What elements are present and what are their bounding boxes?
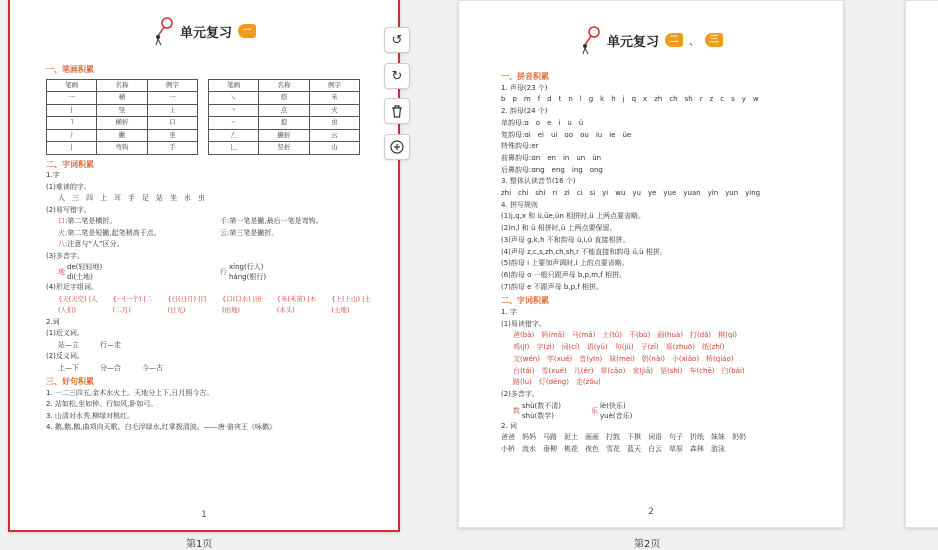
- text-line: (1)j,q,x 和 ü,üe,ün 相拼时,ü 上两点要省略。: [501, 212, 645, 221]
- table-row: [209, 129, 360, 142]
- text-line: (5)韵母 i 上要加声调时,i 上的点要省略。: [501, 259, 629, 268]
- unit-badge: 一: [238, 24, 256, 38]
- section-heading: 一、笔画积累: [46, 65, 94, 74]
- table-cell: 云: [309, 129, 359, 142]
- table-cell: 手: [147, 142, 197, 155]
- table-header-cell: 名称: [97, 79, 147, 92]
- pair: {天(天空) |人(人们): [58, 294, 98, 314]
- text-line: 1. 声母(23 个): [501, 83, 548, 92]
- table-cell: 丶: [209, 104, 259, 117]
- mascot-icon: [579, 25, 601, 55]
- similar-chars-row: [46, 294, 376, 317]
- pair: {口(口水) |田(田地): [222, 294, 262, 314]
- char: 火: [58, 228, 65, 237]
- table-row: [47, 92, 198, 105]
- table-header-cell: 例字: [309, 79, 359, 92]
- pair: {上(上山) |土(土地): [331, 294, 371, 314]
- section-heading: 一、拼音积累: [501, 72, 549, 81]
- table-cell: 一: [147, 92, 197, 105]
- table-cell: 撇: [97, 129, 147, 142]
- reading: shù(数不清): [522, 401, 561, 410]
- text-line: 1. 字: [501, 308, 517, 317]
- stroke-table-left: [46, 79, 198, 155]
- unit-badge: 三: [705, 33, 723, 47]
- table-cell: 𠃋: [209, 129, 259, 142]
- table-row: [47, 117, 198, 130]
- text-line: 4. 鹅,鹅,鹅,曲项向天歌。白毛浮绿水,红掌拨清波。——唐·骆宾王《咏鹅》: [46, 423, 277, 431]
- table-header-cell: 笔画: [47, 79, 97, 92]
- text-line: 1.字: [46, 171, 60, 179]
- document-page-1[interactable]: [8, 0, 400, 532]
- text-line: b p m f d t n l g k h j q x zh ch sh r z c s y w: [501, 95, 759, 104]
- text-line: 前鼻韵母:ɑn en in un ün: [501, 153, 602, 162]
- text-line: (3)声母 g,k,h 不和韵母 ü,i,ü 直接相拼。: [501, 235, 630, 244]
- text-line: 2. 词: [501, 421, 517, 430]
- text-line: 站—立 行—走: [58, 340, 121, 349]
- text-line: [46, 228, 376, 240]
- text-line: 爸(bà) 妈(mā) 马(mǎ) 土(tǔ) 不(bù) 画(huà) 打(dǎ) 棋(qí): [513, 331, 737, 340]
- text-line: (2)反义词。: [46, 352, 84, 360]
- table-row: [47, 104, 198, 117]
- text-line: 2.词: [46, 317, 60, 326]
- table-cell: ㇏: [209, 92, 259, 105]
- text-line: 2. 韵母(24 个): [501, 107, 548, 116]
- table-cell: 𠃊: [209, 142, 259, 155]
- reading: yuè(音乐): [599, 411, 633, 420]
- text-line: [46, 216, 376, 228]
- table-cell: 禾: [309, 92, 359, 105]
- text-line: (6)韵母 o 一般只跟声母 b,p,m,f 相拼。: [501, 270, 626, 279]
- text-line: (1)易读错字。: [501, 319, 546, 328]
- pair: {禾(禾苗) |木(木头): [276, 294, 317, 314]
- table-cell: 亅: [47, 142, 97, 155]
- page-caption: 第1页: [186, 539, 213, 550]
- section-heading: 三、好句积累: [46, 377, 94, 386]
- char: 行: [220, 268, 227, 276]
- text-line: 路(lù) 灯(dēng) 走(zǒu): [513, 378, 601, 387]
- rotate-ccw-button[interactable]: [384, 27, 410, 53]
- table-row: [209, 117, 360, 130]
- text-line: (2)易写错字。: [46, 205, 91, 214]
- table-header-row: [209, 79, 360, 92]
- note: :第二笔是短撇,起笔稍高于点。: [65, 228, 161, 237]
- text-line: (7)韵母 e 不跟声母 b,p,f 相拼。: [501, 282, 603, 291]
- char: 数: [513, 406, 520, 415]
- table-header-cell: 名称: [259, 79, 309, 92]
- polyphone-row: [501, 401, 821, 421]
- text-line: 复韵母:ɑi ei ui ɑo ou iu ie üe: [501, 130, 632, 139]
- table-header-row: [47, 79, 198, 92]
- reading: xíng(行人): [229, 263, 264, 271]
- reading: dì(土地): [67, 273, 93, 281]
- table-row: [209, 104, 360, 117]
- text-line: (1)难读的字。: [46, 182, 91, 191]
- char: 口: [58, 217, 65, 225]
- page-number: 2: [648, 507, 654, 517]
- text-line: 人 三 四 上 耳 手 足 站 坐 水 虫: [58, 194, 205, 202]
- text-line: 单韵母:ɑ o e i u ü: [501, 118, 584, 127]
- stroke-tables: [46, 79, 376, 155]
- table-cell: 丿: [47, 129, 97, 142]
- table-header-cell: 笔画: [209, 79, 259, 92]
- table-cell: 横折: [97, 117, 147, 130]
- table-cell: ㇀: [209, 117, 259, 130]
- reading: háng(银行): [229, 273, 267, 281]
- text-line: 1. 一二三四五,金木水火土。天地分上下,日月照今古。: [46, 388, 214, 397]
- pair: {一(一个) |二(二月): [112, 294, 153, 314]
- text-line: [46, 239, 376, 251]
- page-title: 单元复习: [606, 34, 659, 50]
- rotate-ccw-icon: ↺: [391, 32, 403, 48]
- table-cell: 竖: [97, 104, 147, 117]
- note: :第三笔是撇折。: [227, 228, 279, 237]
- char: 乐: [590, 406, 598, 415]
- text-line: 3. 整体认读音节(16 个): [501, 177, 576, 186]
- char: 手: [220, 217, 227, 225]
- text-line: 爸爸 妈妈 马路 泥土 画画 打鼓 下棋 词语 句子 折纸 妹妹 奶奶: [501, 433, 746, 442]
- text-line: (4)声母 z,c,s,zh,ch,sh,r 不能直接和韵母 ü,ü 相拼。: [501, 247, 667, 256]
- table-cell: 横: [97, 92, 147, 105]
- text-line: 后鼻韵母:ɑng eng ing ong: [501, 165, 603, 174]
- table-header-cell: 例字: [147, 79, 197, 92]
- table-cell: 一: [47, 92, 97, 105]
- stroke-table-right: [208, 79, 360, 155]
- document-page-3[interactable]: [905, 0, 938, 528]
- page-number: 1: [201, 510, 207, 520]
- table-cell: 捺: [259, 92, 309, 105]
- table-cell: 口: [147, 117, 197, 130]
- text-line: 2. 站如松,坐如钟。行如风,卧如弓。: [46, 400, 158, 408]
- reading: lè(快乐): [599, 401, 626, 410]
- unit-badge: 二: [665, 33, 683, 47]
- text-line: 4. 拼写规则: [501, 200, 538, 209]
- reading: de(轻轻地): [67, 263, 103, 271]
- note: :第二笔是横折。: [65, 217, 117, 225]
- rotate-cw-button[interactable]: [384, 63, 410, 89]
- table-row: [209, 92, 360, 105]
- text-line: (2)多音字。: [501, 389, 539, 398]
- table-cell: 撇折: [259, 129, 309, 142]
- char: 地: [58, 268, 65, 276]
- text-line: 上—下 分—合 今—古: [58, 363, 163, 372]
- text-line: zhi chi shi ri zi ci si yi wu yu ye yue yuan yin yun ying: [501, 189, 761, 198]
- text-line: (1)近义词。: [46, 329, 84, 337]
- text-line: 文(wén) 学(xué) 音(yīn) 妹(mèi) 奶(nǎi) 小(xiǎo) 桥(qiáo): [513, 354, 734, 363]
- table-cell: 上: [147, 104, 197, 117]
- note: :第一笔是撇,最后一笔是弯钩。: [227, 217, 323, 225]
- separator: 、: [689, 36, 699, 48]
- table-cell: 点: [259, 104, 309, 117]
- text-line: (3)多音字。: [46, 251, 84, 260]
- page-content: [46, 62, 376, 434]
- section-heading: 二、字词积累: [46, 159, 94, 169]
- page-title: 单元复习: [179, 25, 232, 41]
- table-cell: 坐: [147, 129, 197, 142]
- text-line: 台(tái) 雪(xuě) 儿(ér) 草(cǎo) 家(jiā) 是(shì) 车(chē) 白(bái): [513, 366, 745, 375]
- table-row: [47, 142, 198, 155]
- table-cell: 提: [259, 117, 309, 130]
- section-heading: 二、字词积累: [501, 296, 549, 306]
- table-cell: 弯钩: [97, 142, 147, 155]
- page-title-row: [10, 16, 398, 46]
- page-caption: 第2页: [634, 539, 661, 550]
- delete-page-button[interactable]: [384, 98, 410, 124]
- text-line: 3. 山清对水秀,柳绿对桃红。: [46, 411, 135, 420]
- text-line: (2)n,l 和 ü 相拼时,ü 上两点要保留。: [501, 224, 617, 233]
- table-cell: 竖折: [259, 142, 309, 155]
- table-cell: 山: [309, 142, 359, 155]
- text-line: (4)形近字组词。: [46, 283, 98, 291]
- char: 云: [220, 228, 227, 237]
- table-row: [47, 129, 198, 142]
- document-page-2[interactable]: [458, 0, 844, 528]
- text-line: 小桥 流水 垂柳 桃花 夜色 雪花 蓝天 白云 草原 森林 游泳: [501, 445, 725, 454]
- table-cell: 虫: [309, 117, 359, 130]
- rotate-cw-icon: ↻: [391, 68, 403, 84]
- table-row: [209, 142, 360, 155]
- add-page-button[interactable]: [384, 134, 410, 160]
- table-cell: 丨: [47, 104, 97, 117]
- pair: {日(日月) |目(日光): [167, 294, 207, 314]
- char: 八: [58, 240, 65, 248]
- text-line: 特殊韵母:er: [501, 142, 539, 151]
- text-line: 鸡(jī) 字(zì) 词(cí) 语(yǔ) 句(jù) 子(zǐ) 桌(zhuō) 纸(zhǐ): [513, 343, 725, 352]
- table-cell: 火: [309, 104, 359, 117]
- table-cell: ㇕: [47, 117, 97, 130]
- page-title-row: [459, 25, 843, 55]
- page-content: [501, 69, 821, 456]
- note: :注意与“人”区分。: [65, 240, 124, 248]
- mascot-icon: [152, 16, 174, 46]
- polyphone-row: [46, 262, 376, 282]
- reading: shù(数学): [522, 411, 554, 420]
- trash-icon: [391, 105, 403, 118]
- plus-circle-icon: [390, 140, 404, 154]
